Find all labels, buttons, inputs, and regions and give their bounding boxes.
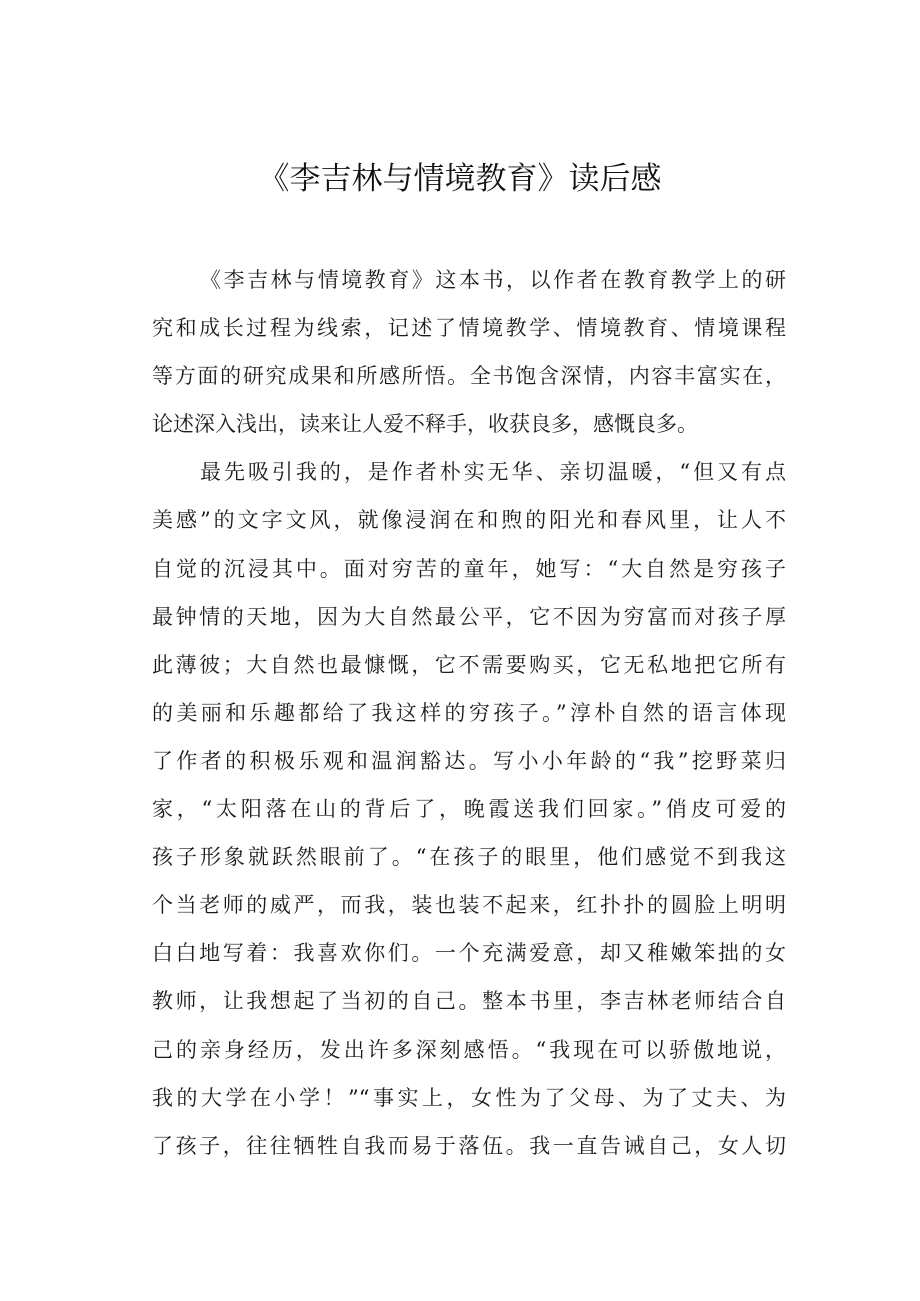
text-line: 自觉的沉浸其中。面对穷苦的童年，她写：“大自然是穷孩子 <box>152 556 786 581</box>
text-line: 个当老师的威严，而我，装也装不起来，红扑扑的圆脸上明明 <box>152 893 786 918</box>
text-line: 孩子形象就跃然眼前了。“在孩子的眼里，他们感觉不到我这 <box>152 845 786 870</box>
text-line: 此薄彼；大自然也最慷慨，它不需要购买，它无私地把它所有 <box>152 652 786 677</box>
text-line: 美感”的文字文风，就像浸润在和煦的阳光和春风里，让人不 <box>152 508 786 533</box>
text-line: 论述深入浅出，读来让人爱不释手，收获良多，感慨良多。 <box>152 412 698 437</box>
document-title: 《李吉林与情境教育》读后感 <box>258 161 662 197</box>
text-line: 等方面的研究成果和所感所悟。全书饱含深情，内容丰富实在， <box>152 364 786 389</box>
text-line: 《李吉林与情境教育》这本书，以作者在教育教学上的研 <box>200 268 786 292</box>
text-line: 了孩子，往往牺牲自我而易于落伍。我一直告诫自己，女人切 <box>152 1133 786 1158</box>
text-line: 我的大学在小学！”“事实上，女性为了父母、为了丈夫、为 <box>152 1085 786 1110</box>
document-body <box>152 256 786 1170</box>
text-line: 的美丽和乐趣都给了我这样的穷孩子。”淳朴自然的语言体现 <box>152 700 786 725</box>
text-line: 最先吸引我的，是作者朴实无华、亲切温暖，“但又有点 <box>200 460 786 485</box>
text-line: 最钟情的天地，因为大自然最公平，它不因为穷富而对孩子厚 <box>152 604 786 629</box>
text-line: 究和成长过程为线索，记述了情境教学、情境教育、情境课程 <box>152 316 786 341</box>
text-line: 家，“太阳落在山的背后了，晚霞送我们回家。”俏皮可爱的 <box>152 797 786 822</box>
text-line: 白白地写着：我喜欢你们。一个充满爱意，却又稚嫩笨拙的女 <box>152 941 786 966</box>
paragraph <box>152 256 786 448</box>
paragraph <box>152 448 786 1169</box>
text-line: 了作者的积极乐观和温润豁达。写小小年龄的“我”挖野菜归 <box>152 748 786 773</box>
text-line: 教师，让我想起了当初的自己。整本书里，李吉林老师结合自 <box>152 989 786 1014</box>
text-line: 己的亲身经历，发出许多深刻感悟。“我现在可以骄傲地说， <box>152 1037 786 1062</box>
